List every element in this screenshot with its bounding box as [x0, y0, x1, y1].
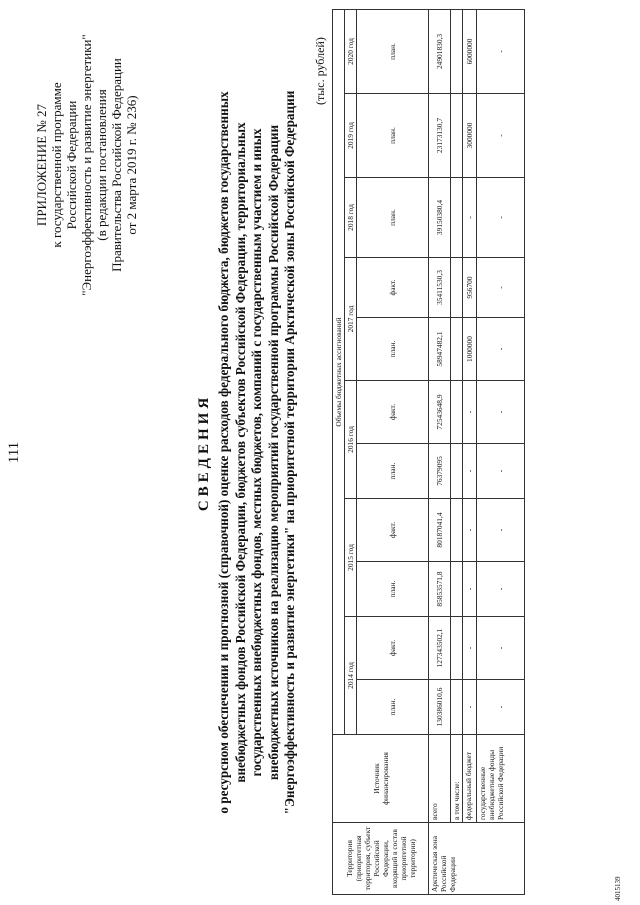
units-label: (тыс. рублей) — [313, 37, 327, 105]
page-number: 111 — [6, 441, 22, 464]
source-cell: федеральный бюджет — [463, 735, 477, 823]
value-cell — [451, 318, 463, 381]
value-cell — [451, 178, 463, 258]
value-cell: - — [477, 258, 525, 318]
value-cell: - — [477, 94, 525, 178]
value-cell — [451, 499, 463, 562]
value-cell: - — [463, 178, 477, 258]
value-cell — [451, 444, 463, 499]
subtitle-line: государственных внебюджетных фондов, местных бюджетов, компаний с государственным участием и иных — [249, 128, 265, 777]
table-row — [477, 9, 525, 894]
territory-cell: Арктическая зона Российской Федерации — [429, 823, 525, 895]
header-fact: факт. — [357, 258, 429, 318]
header-fact: факт. — [357, 381, 429, 444]
value-cell — [451, 562, 463, 617]
header-plan: план. — [357, 178, 429, 258]
header-year: 2018 год — [345, 178, 357, 258]
value-cell — [451, 94, 463, 178]
value-cell: - — [463, 444, 477, 499]
value-cell: 6000000 — [463, 9, 477, 93]
appendix-line: ПРИЛОЖЕНИЕ № 27 — [34, 103, 49, 227]
header-fact: факт. — [357, 499, 429, 562]
value-cell: 76379095 — [429, 444, 451, 499]
header-year: 2016 год — [345, 381, 357, 499]
subtitle-line: о ресурсном обеспечении и прогнозной (справочной) оценке расходов федерального бюджета, бюджетов государственных — [216, 91, 231, 814]
subtitle-line: "Энергоэффективность и развитие энергетики" на приоритетной территории Арктической зоны Российской Федерации — [282, 90, 298, 815]
appendix-line: (в редакции постановления — [94, 89, 109, 241]
subtitle-line: внебюджетных источников на реализацию мероприятий государственной программы Российской Федерации — [265, 124, 281, 781]
header-year: 2020 год — [345, 9, 357, 93]
value-cell: - — [477, 318, 525, 381]
header-plan: план. — [357, 680, 429, 735]
value-cell: 956700 — [463, 258, 477, 318]
subtitle-line: внебюджетных фондов Российской Федерации, бюджетов субъектов Российской Федерации, территориальных — [232, 122, 248, 783]
header-plan: план. — [357, 318, 429, 381]
value-cell: 127343502,1 — [429, 617, 451, 680]
value-cell: 85853571,8 — [429, 562, 451, 617]
header-territory: Территория (приоритетная территория, субъект Российской Федерации, входящий в состав приоритетной территории) — [333, 823, 429, 895]
header-year: 2015 год — [345, 499, 357, 617]
value-cell: 35411530,3 — [429, 258, 451, 318]
value-cell: - — [477, 499, 525, 562]
value-cell: - — [477, 9, 525, 93]
value-cell: 58947482,1 — [429, 318, 451, 381]
appendix-line: Правительства Российской Федерации — [109, 58, 124, 272]
header-source: Источник финансирования — [333, 735, 429, 823]
funding-table — [332, 9, 525, 895]
header-plan: план. — [357, 94, 429, 178]
source-cell: всего — [429, 735, 451, 823]
header-volumes: Объемы бюджетных ассигнований — [333, 9, 345, 734]
value-cell: 80187041,4 — [429, 499, 451, 562]
value-cell: - — [463, 562, 477, 617]
value-cell: 72543648,9 — [429, 381, 451, 444]
value-cell — [451, 381, 463, 444]
source-cell: государственные внебюджетные фонды Российской Федерации — [477, 735, 525, 823]
value-cell — [451, 9, 463, 93]
appendix-line: к государственной программе — [49, 82, 64, 248]
appendix-line: "Энергоэффективность и развитие энергетики" — [79, 34, 94, 296]
document-heading: СВЕДЕНИЯ — [196, 393, 212, 512]
value-cell: - — [463, 499, 477, 562]
header-year: 2017 год — [345, 258, 357, 381]
value-cell: 3000000 — [463, 94, 477, 178]
value-cell: 1000000 — [463, 318, 477, 381]
value-cell: 23173130,7 — [429, 94, 451, 178]
value-cell: 24901830,3 — [429, 9, 451, 93]
value-cell: 130386010,6 — [429, 680, 451, 735]
value-cell: - — [477, 381, 525, 444]
value-cell: - — [477, 562, 525, 617]
value-cell: - — [477, 617, 525, 680]
appendix-block — [34, 15, 139, 315]
value-cell — [451, 258, 463, 318]
value-cell: - — [463, 680, 477, 735]
table-header-row — [333, 9, 345, 894]
header-fact: факт. — [357, 617, 429, 680]
header-plan: план. — [357, 562, 429, 617]
header-plan: план. — [357, 444, 429, 499]
value-cell: - — [477, 444, 525, 499]
value-cell: - — [463, 617, 477, 680]
appendix-line: Российской Федерации — [64, 100, 79, 230]
header-year: 2014 год — [345, 617, 357, 735]
value-cell — [451, 617, 463, 680]
document-subtitle — [216, 30, 299, 875]
source-cell: в том числе: — [451, 735, 463, 823]
header-year: 2019 год — [345, 94, 357, 178]
value-cell — [451, 680, 463, 735]
value-cell: 39150380,4 — [429, 178, 451, 258]
value-cell: - — [463, 381, 477, 444]
table-row — [429, 9, 451, 894]
appendix-line: от 2 марта 2019 г. № 236) — [124, 95, 139, 235]
value-cell: - — [477, 178, 525, 258]
table-row — [451, 9, 463, 894]
value-cell: - — [477, 680, 525, 735]
header-plan: план. — [357, 9, 429, 93]
table-row — [463, 9, 477, 894]
document-code: 4015139 — [614, 876, 622, 901]
